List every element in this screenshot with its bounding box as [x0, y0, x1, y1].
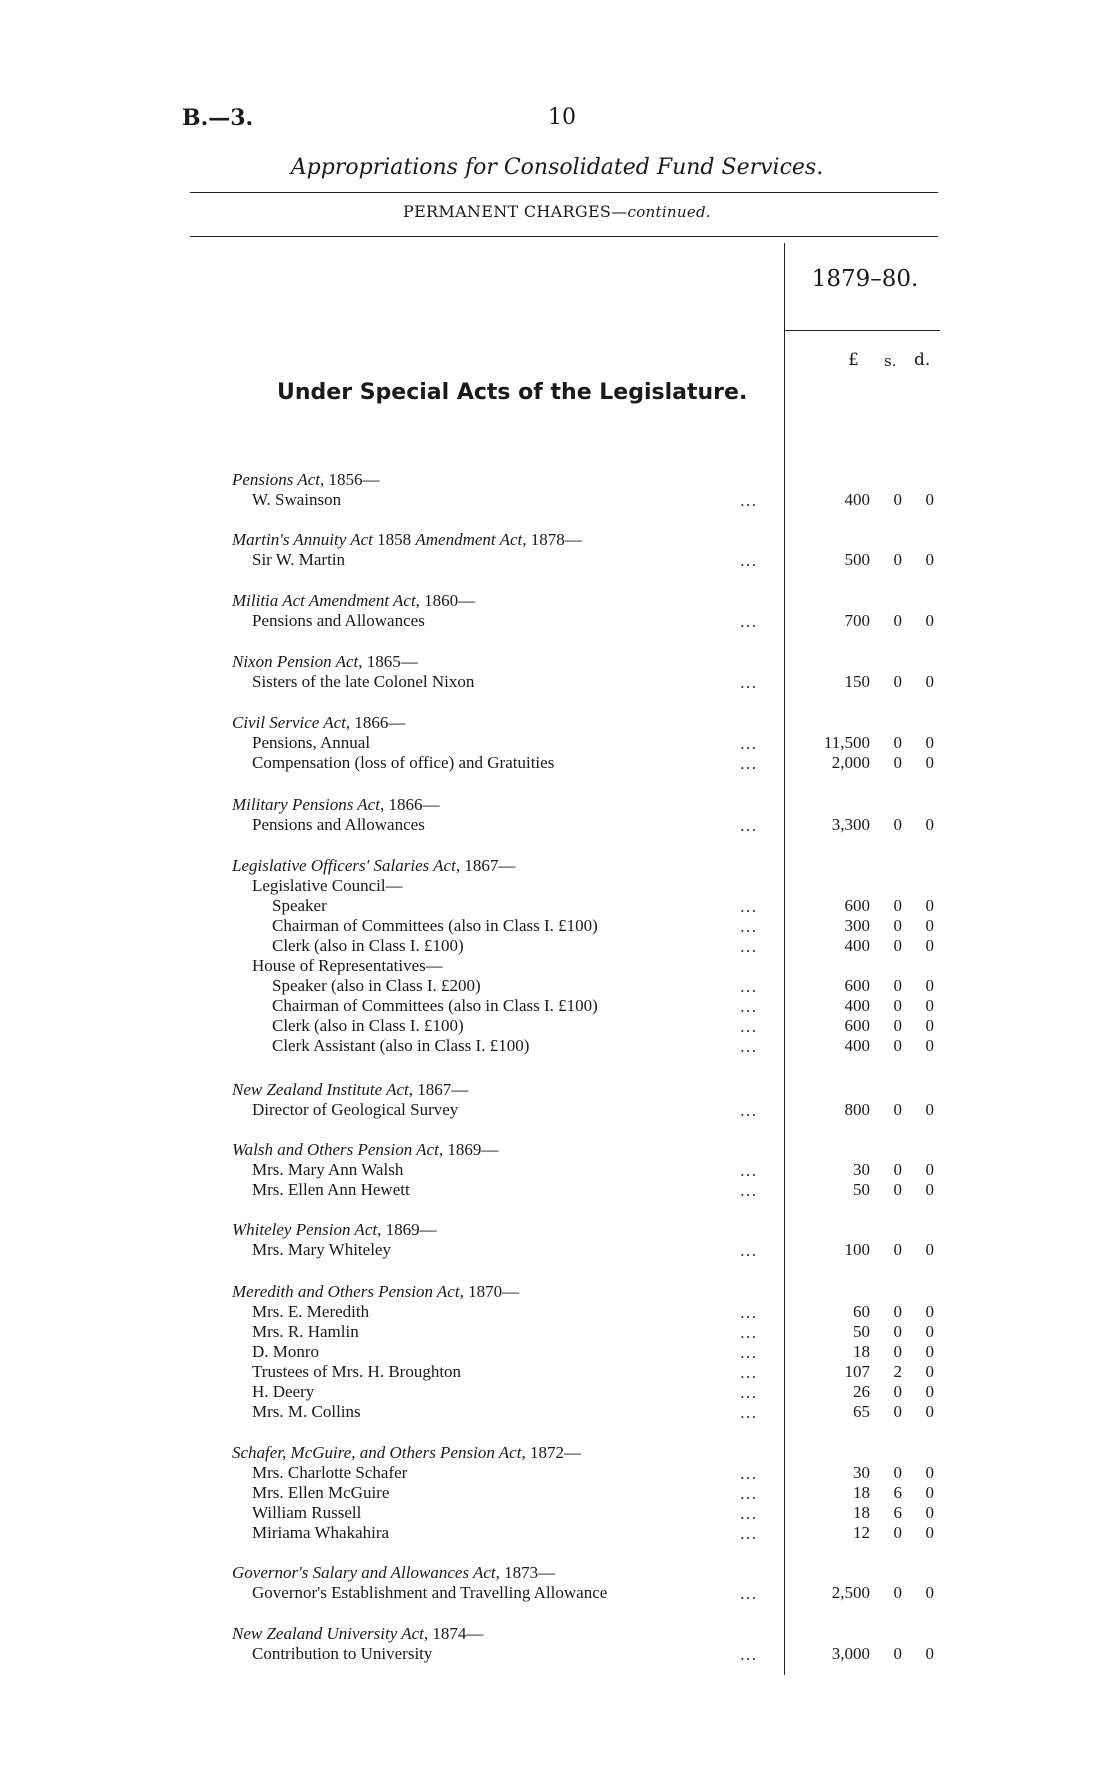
act-heading	[232, 1220, 437, 1240]
pounds-value: 30	[853, 1160, 870, 1179]
leader-dots: ...	[740, 1465, 758, 1483]
entry-label: Governor's Establishment and Travelling Allowance	[252, 1583, 608, 1602]
shillings-value: 0	[893, 815, 902, 834]
leader-dots: ...	[740, 1384, 758, 1402]
shillings-column-header: s.	[884, 352, 897, 370]
year-heading: 1879–80.	[811, 266, 919, 292]
shillings-value: 0	[893, 1160, 902, 1179]
entry-label: Mrs. Ellen Ann Hewett	[252, 1180, 410, 1199]
entry-label: Clerk (also in Class I. £100)	[272, 1016, 464, 1035]
pence-value: 0	[925, 1036, 934, 1055]
shillings-value: 0	[893, 976, 902, 995]
leader-dots: ...	[740, 1038, 758, 1056]
pounds-value: 400	[844, 490, 870, 509]
pounds-value: 18	[853, 1342, 870, 1361]
act-heading	[232, 652, 418, 672]
entry-label: William Russell	[252, 1503, 362, 1522]
leader-dots: ...	[740, 978, 758, 996]
act-name: Schafer, McGuire, and Others Pension Act	[232, 1443, 522, 1462]
shillings-value: 0	[893, 1523, 902, 1542]
shillings-value: 0	[893, 1644, 902, 1663]
entry-label: Pensions and Allowances	[252, 611, 425, 630]
pence-value: 0	[925, 1100, 934, 1119]
shillings-value: 0	[893, 733, 902, 752]
pence-value: 0	[925, 896, 934, 915]
act-heading	[232, 470, 379, 490]
leader-dots: ...	[740, 817, 758, 835]
document-reference: B.—3.	[182, 105, 254, 131]
pounds-value: 3,300	[831, 815, 870, 834]
entry-label: Mrs. R. Hamlin	[252, 1322, 359, 1341]
act-name: Martin's Annuity Act	[232, 530, 378, 549]
entry-label: Legislative Council—	[252, 876, 403, 895]
shillings-value: 0	[893, 1036, 902, 1055]
pence-value: 0	[925, 1302, 934, 1321]
pence-value: 0	[925, 1362, 934, 1381]
leader-dots: ...	[740, 1505, 758, 1523]
act-year: , 1860—	[415, 591, 476, 610]
leader-dots: ...	[740, 1344, 758, 1362]
leader-dots: ...	[740, 1404, 758, 1422]
act-heading	[232, 1443, 581, 1463]
leader-dots: ...	[740, 1485, 758, 1503]
entry-label: Clerk Assistant (also in Class I. £100)	[272, 1036, 530, 1055]
leader-dots: ...	[740, 1162, 758, 1180]
entry-label: D. Monro	[252, 1342, 320, 1361]
act-heading	[232, 1140, 498, 1160]
pence-value: 0	[925, 936, 934, 955]
entry-label: Pensions and Allowances	[252, 815, 425, 834]
pence-value: 0	[925, 1240, 934, 1259]
entry-label: Mrs. Charlotte Schafer	[252, 1463, 408, 1482]
leader-dots: ...	[740, 755, 758, 773]
shillings-value: 2	[893, 1362, 902, 1381]
pence-value: 0	[925, 1016, 934, 1035]
entry-label: Miriama Whakahira	[252, 1523, 390, 1542]
entry-label: Clerk (also in Class I. £100)	[272, 936, 464, 955]
leader-dots: ...	[740, 1304, 758, 1322]
entry-label: Mrs. E. Meredith	[252, 1302, 370, 1321]
entry-label: Mrs. Mary Ann Walsh	[252, 1160, 404, 1179]
leader-dots: ...	[740, 674, 758, 692]
act-year: , 1869—	[438, 1140, 499, 1159]
act-year: , 1874—	[423, 1624, 484, 1643]
shillings-value: 0	[893, 1342, 902, 1361]
entry-label: Mrs. Ellen McGuire	[252, 1483, 390, 1502]
pounds-value: 107	[844, 1362, 870, 1381]
pence-value: 0	[925, 733, 934, 752]
pounds-value: 600	[844, 976, 870, 995]
leader-dots: ...	[740, 1525, 758, 1543]
pounds-value: 2,000	[831, 753, 870, 772]
act-heading	[232, 856, 515, 876]
act-name: Walsh and Others Pension Act	[232, 1140, 439, 1159]
entry-label: Speaker (also in Class I. £200)	[272, 976, 481, 995]
pence-value: 0	[925, 996, 934, 1015]
act-name: Civil Service Act	[232, 713, 346, 732]
pounds-value: 600	[844, 896, 870, 915]
entry-label: Sisters of the late Colonel Nixon	[252, 672, 475, 691]
section-title: Under Special Acts of the Legislature.	[277, 380, 748, 405]
shillings-value: 0	[893, 611, 902, 630]
act-heading	[232, 530, 582, 550]
shillings-value: 0	[893, 896, 902, 915]
act-name: Military Pensions Act	[232, 795, 380, 814]
pence-value: 0	[925, 490, 934, 509]
act-heading	[232, 795, 439, 815]
pounds-value: 50	[853, 1180, 870, 1199]
act-name: Nixon Pension Act	[232, 652, 359, 671]
entry-label: House of Representatives—	[252, 956, 443, 975]
pounds-value: 100	[844, 1240, 870, 1259]
pence-value: 0	[925, 976, 934, 995]
act-heading	[232, 1282, 519, 1302]
leader-dots: ...	[740, 938, 758, 956]
pence-value: 0	[925, 1523, 934, 1542]
leader-dots: ...	[740, 1182, 758, 1200]
pence-value: 0	[925, 1160, 934, 1179]
shillings-value: 0	[893, 550, 902, 569]
shillings-value: 0	[893, 1463, 902, 1482]
leader-dots: ...	[740, 492, 758, 510]
pence-value: 0	[925, 1402, 934, 1421]
act-heading	[232, 1080, 468, 1100]
pounds-value: 65	[853, 1402, 870, 1421]
act-heading	[232, 591, 475, 611]
leader-dots: ...	[740, 918, 758, 936]
pence-value: 0	[925, 916, 934, 935]
pounds-value: 500	[844, 550, 870, 569]
shillings-value: 0	[893, 916, 902, 935]
shillings-value: 0	[893, 1402, 902, 1421]
act-name: New Zealand University Act	[232, 1624, 424, 1643]
act-heading	[232, 713, 405, 733]
subtitle-rule	[190, 236, 938, 237]
act-year: , 1866—	[345, 713, 406, 732]
leader-dots: ...	[740, 1102, 758, 1120]
subtitle-main: PERMANENT CHARGES—	[403, 202, 628, 221]
pounds-value: 800	[844, 1100, 870, 1119]
act-name: Whiteley Pension Act	[232, 1220, 378, 1239]
leader-dots: ...	[740, 898, 758, 916]
pounds-value: 50	[853, 1322, 870, 1341]
shillings-value: 0	[893, 936, 902, 955]
pence-value: 0	[925, 1503, 934, 1522]
leader-dots: ...	[740, 1646, 758, 1664]
shillings-value: 0	[893, 1016, 902, 1035]
act-year: , 1867—	[408, 1080, 469, 1099]
act-name: New Zealand Institute Act	[232, 1080, 409, 1099]
page-number: 10	[548, 105, 576, 130]
entry-label: Mrs. Mary Whiteley	[252, 1240, 391, 1259]
shillings-value: 0	[893, 490, 902, 509]
pounds-value: 300	[844, 916, 870, 935]
pounds-value: 3,000	[831, 1644, 870, 1663]
pence-value: 0	[925, 815, 934, 834]
act-year: , 1872—	[521, 1443, 581, 1462]
shillings-value: 0	[893, 1240, 902, 1259]
entry-label: Pensions, Annual	[252, 733, 371, 752]
page-subtitle	[0, 202, 1114, 221]
shillings-value: 6	[893, 1503, 902, 1522]
pounds-value: 18	[853, 1483, 870, 1502]
pounds-column-header: £	[848, 350, 859, 370]
pounds-value: 600	[844, 1016, 870, 1035]
act-name: Legislative Officers' Salaries Act	[232, 856, 456, 875]
pence-value: 0	[925, 1180, 934, 1199]
pounds-value: 30	[853, 1463, 870, 1482]
pounds-value: 26	[853, 1382, 870, 1401]
pence-value: 0	[925, 672, 934, 691]
entry-label: Speaker	[272, 896, 327, 915]
act-year: , 1867—	[455, 856, 516, 875]
pence-value: 0	[925, 1463, 934, 1482]
act-name: Pensions Act	[232, 470, 320, 489]
entry-label: Mrs. M. Collins	[252, 1402, 361, 1421]
pounds-value: 11,500	[823, 733, 870, 752]
pounds-value: 700	[844, 611, 870, 630]
entry-label: H. Deery	[252, 1382, 315, 1401]
year-rule	[784, 330, 940, 331]
leader-dots: ...	[740, 998, 758, 1016]
shillings-value: 0	[893, 672, 902, 691]
shillings-value: 0	[893, 753, 902, 772]
pence-column-header: d.	[914, 350, 931, 370]
act-year: , 1869—	[377, 1220, 437, 1239]
pence-value: 0	[925, 1342, 934, 1361]
shillings-value: 0	[893, 1382, 902, 1401]
shillings-value: 6	[893, 1483, 902, 1502]
act-year: , 1865—	[358, 652, 418, 671]
entry-label: Contribution to University	[252, 1644, 433, 1663]
act-year: , 1856—	[319, 470, 380, 489]
pounds-value: 400	[844, 996, 870, 1015]
pounds-value: 400	[844, 936, 870, 955]
leader-dots: ...	[740, 1364, 758, 1382]
shillings-value: 0	[893, 1100, 902, 1119]
pounds-value: 150	[844, 672, 870, 691]
pence-value: 0	[925, 753, 934, 772]
pounds-value: 12	[853, 1523, 870, 1542]
act-heading	[232, 1624, 483, 1644]
pence-value: 0	[925, 1322, 934, 1341]
entry-label: W. Swainson	[252, 490, 342, 509]
pence-value: 0	[925, 611, 934, 630]
act-name: Governor's Salary and Allowances Act	[232, 1563, 496, 1582]
act-year: , 1866—	[379, 795, 440, 814]
pounds-value: 2,500	[831, 1583, 870, 1602]
act-name: Amendment Act	[415, 530, 523, 549]
act-year: , 1870—	[459, 1282, 520, 1301]
shillings-value: 0	[893, 1180, 902, 1199]
pounds-value: 60	[853, 1302, 870, 1321]
entry-label: Trustees of Mrs. H. Broughton	[252, 1362, 462, 1381]
pence-value: 0	[925, 1644, 934, 1663]
pounds-value: 400	[844, 1036, 870, 1055]
entry-label: Director of Geological Survey	[252, 1100, 459, 1119]
leader-dots: ...	[740, 1324, 758, 1342]
subtitle-continued: continued.	[627, 203, 711, 221]
leader-dots: ...	[740, 1018, 758, 1036]
leader-dots: ...	[740, 613, 758, 631]
entry-label: Chairman of Committees (also in Class I. £100)	[272, 916, 598, 935]
act-year: , 1873—	[495, 1563, 556, 1582]
entry-label: Chairman of Committees (also in Class I. £100)	[272, 996, 598, 1015]
act-name: Militia Act Amendment Act	[232, 591, 416, 610]
entry-label: Compensation (loss of office) and Gratuities	[252, 753, 555, 772]
leader-dots: ...	[740, 1585, 758, 1603]
act-name: Meredith and Others Pension Act	[232, 1282, 460, 1301]
pence-value: 0	[925, 550, 934, 569]
act-year: , 1878—	[522, 530, 582, 549]
pence-value: 0	[925, 1483, 934, 1502]
shillings-value: 0	[893, 1583, 902, 1602]
entry-label: Sir W. Martin	[252, 550, 346, 569]
page-title: Appropriations for Consolidated Fund Services.	[290, 155, 824, 180]
pence-value: 0	[925, 1382, 934, 1401]
act-year: 1858	[377, 530, 416, 549]
pounds-value: 18	[853, 1503, 870, 1522]
leader-dots: ...	[740, 735, 758, 753]
shillings-value: 0	[893, 1302, 902, 1321]
leader-dots: ...	[740, 1242, 758, 1260]
pence-value: 0	[925, 1583, 934, 1602]
column-divider	[784, 243, 785, 1675]
shillings-value: 0	[893, 1322, 902, 1341]
leader-dots: ...	[740, 552, 758, 570]
act-heading	[232, 1563, 555, 1583]
title-rule	[190, 192, 938, 193]
shillings-value: 0	[893, 996, 902, 1015]
